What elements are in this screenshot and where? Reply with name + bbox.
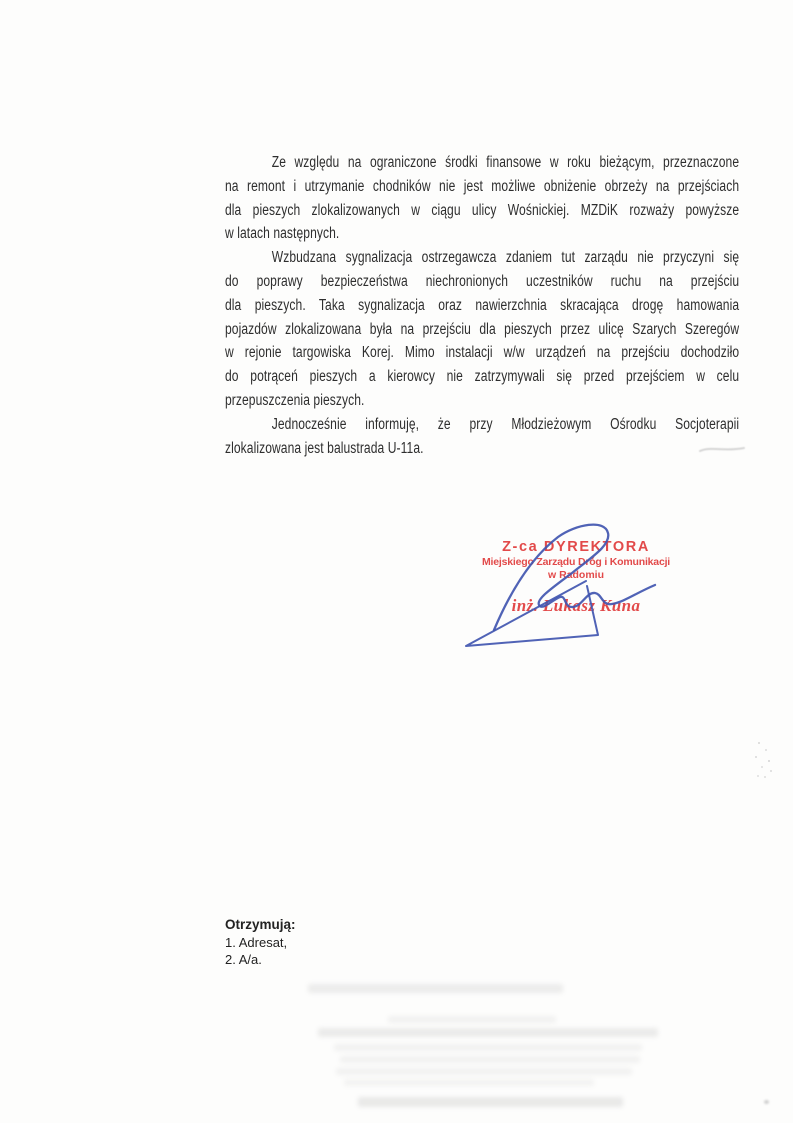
dust-dot-artifact: [764, 1100, 769, 1104]
bleed-through-artifact: [340, 1056, 640, 1063]
speckle-artifact: [758, 742, 760, 744]
body-text-line: do poprawy bezpieczeństwa niechronionych uczestników ruchu na przejściu: [225, 272, 740, 290]
body-text-line: dla pieszych. Taka sygnalizacja oraz nawierzchnia skracająca drogę hamowania: [225, 296, 740, 314]
letter-body: [225, 151, 739, 460]
bleed-through-artifact: [358, 1097, 623, 1107]
body-text-line: Ze względu na ograniczone środki finansowe w roku bieżącym, przeznaczone: [271, 154, 740, 171]
recipients-list: [225, 934, 296, 969]
body-text-line: Wzbudzana sygnalizacja ostrzegawcza zdaniem tut zarządu nie przyczyni się: [271, 249, 740, 267]
body-text-line: dla pieszych zlokalizowanych w ciągu ulicy Wośnickiej. MZDiK rozważy powyższe: [225, 201, 740, 219]
body-text-line: zlokalizowana jest balustrada U-11a.: [225, 439, 424, 457]
stamp-organization-line2: w Radomiu: [547, 569, 604, 581]
signature-stroke-main: [494, 525, 655, 630]
stamp-organization-line1: Miejskiego Zarządu Dróg i Komunikacji: [481, 556, 671, 568]
bleed-through-artifact: [308, 984, 563, 993]
bleed-through-artifact: [388, 1016, 556, 1023]
recipient-item: 1. Adresat,: [225, 934, 288, 950]
recipients-label: Otrzymują:: [225, 917, 296, 932]
body-text-line: przepuszczenia pieszych.: [225, 391, 365, 409]
stamp-signer-name: inż. Łukasz Kuna: [511, 596, 641, 615]
bleed-through-artifact: [318, 1028, 658, 1037]
pencil-smudge-artifact: [698, 444, 748, 454]
signature-stroke-flourish: [466, 581, 598, 646]
body-text-line: w rejonie targowiska Korej. Mimo instalacji w/w urządzeń na przejściu dochodziło: [225, 344, 740, 362]
body-text-line: do potrąceń pieszych a kierowcy nie zatrzymywali się przed przejściem w celu: [225, 368, 740, 386]
stamp-title: Z-ca DYREKTORA: [502, 539, 650, 555]
recipient-item: 2. A/a.: [225, 952, 262, 968]
body-text-line: Jednocześnie informuję, że przy Młodzieżowym Ośrodku Socjoterapii: [271, 415, 740, 433]
body-text-line: na remont i utrzymanie chodników nie jest możliwe obniżenie obrzeży na przejściach: [225, 177, 740, 195]
recipients-section: [225, 916, 296, 969]
bleed-through-artifact: [336, 1068, 632, 1075]
body-text-line: w latach następnych.: [225, 225, 340, 243]
body-text-line: pojazdów zlokalizowana była na przejściu dla pieszych przez ulicę Szarych Szeregów: [225, 320, 740, 338]
handwritten-signature: [440, 515, 670, 660]
bleed-through-artifact: [334, 1044, 642, 1051]
bleed-through-artifact: [344, 1079, 594, 1086]
